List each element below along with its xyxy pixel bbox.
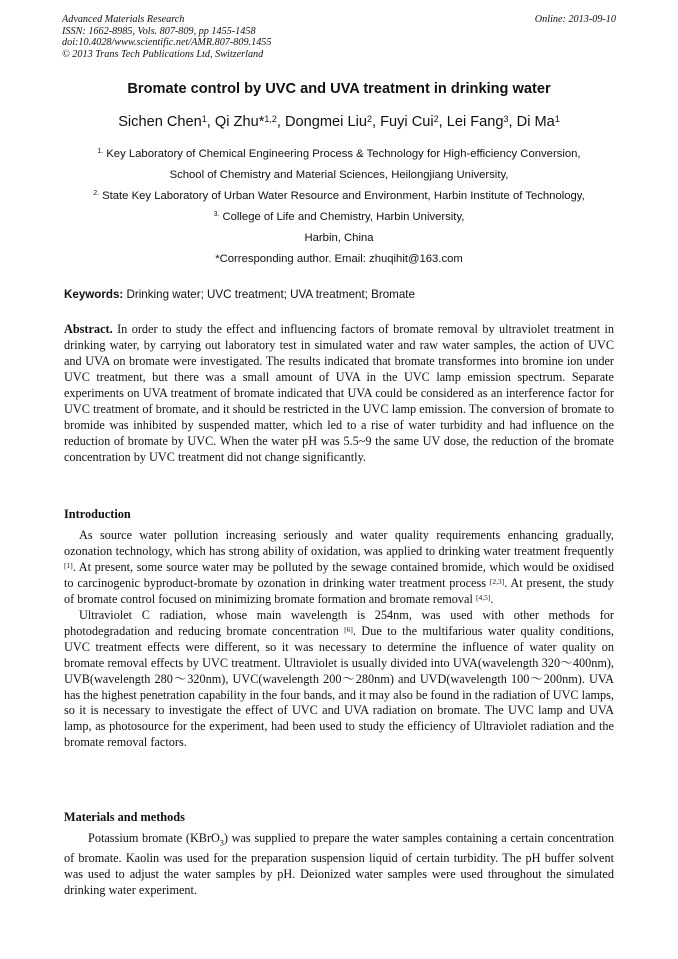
author: Qi Zhu*$^{1,2}$, xyxy=(214,114,286,130)
author: Sichen Chen$^1$, xyxy=(118,114,215,130)
journal-name: Advanced Materials Research xyxy=(62,14,185,25)
affiliation-1-line-2: School of Chemistry and Material Sciences, Heilongjiang University, xyxy=(169,169,509,181)
author: Lei Fang$^3$, xyxy=(446,114,517,130)
abstract xyxy=(64,322,614,466)
author-list xyxy=(40,113,638,131)
paper-title: Bromate control by UVC and UVA treatment in drinking water xyxy=(127,81,551,97)
abstract-text: In order to study the effect and influencing factors of bromate removal by ultraviolet treatment in drinking water, by carrying out laboratory test in simulated water and raw water samples, the action of UVC and UVA on bromate were investigated. The results indicated that bromate transformes into bromine ion under UVC treatment, but there was a small amount of UVA in the UVC lamp emission spectrum. Separate experiments on UVA treatment of bromate indicated that UVA could be considered as an interference factor for UVC treatment of bromate, and it should be restricted in the UVC lamp emission. The conversion of bromate to bromide was inhibited by suspended matter, which led to a rise of water turbidity and had influence on the reduction of bromate by UVC. When the water pH was 5.5~9 the same UV dose, the reduction of the bromate concentration by UVC treatment did not change significantly. xyxy=(64,322,614,464)
introduction-paragraph-2: Ultraviolet C radiation, whose main wavelength is 254nm, was used with other methods for photodegradation and reducing bromate concentration [6]. Due to the multifarious water quality conditions, UVC treatment effects were different, so it was necessary to determine the influence of water quality on bromate removal effects by UVC treatment. Ultraviolet is usually divided into UVA(wavelength 320～400nm), UVB(wavelength 280～320nm), UVC(wavelength 200～280nm) and UVD(wavelength 100～200nm). UVA has the highest penetration capability in the four bands, and it may also be found in the radiation of UVC lamps, so it is necessary to investigate the effect of UVC and UVA radiation on bromate. The UVC lamp and UVA lamp, as photosource for the experiment, had been used to study the efficiency of Ultraviolet radiation and the bromate removal factors. xyxy=(64,607,614,750)
introduction-heading: Introduction xyxy=(64,507,131,521)
author: Dongmei Liu$^2$, xyxy=(285,114,381,130)
affiliation-1-line-1: $^{1.}$ Key Laboratory of Chemical Engineering Process & Technology for High-efficiency Conversion, xyxy=(97,148,581,160)
doi-line: doi:10.4028/www.scientific.net/AMR.807-809.1455 xyxy=(62,37,272,49)
issn-line: ISSN: 1662-8985, Vols. 807-809, pp 1455-1458 xyxy=(62,25,256,37)
affiliation-city: Harbin, China xyxy=(304,232,374,244)
introduction-body xyxy=(64,528,614,751)
methods-paragraph-1: Potassium bromate (KBrO$_3$) was supplied to prepare the water samples containing a certain concentration of bromate. Kaolin was used for the preparation suspension liquid of certain turbidity. The pH buffer solvent was used to adjust the water samples by pH. Deionized water samples were used throughout the simulated drinking water experiment. xyxy=(64,831,614,898)
affiliation-2-line-1: $^{2.}$ State Key Laboratory of Urban Water Resource and Environment, Harbin Institute of Technology, xyxy=(93,190,585,202)
affiliation-3-line-1: $^{3.}$ College of Life and Chemistry, Harbin University, xyxy=(213,211,465,223)
copyright-line: © 2013 Trans Tech Publications Ltd, Switzerland xyxy=(62,48,264,60)
keywords: Keywords: Drinking water; UVC treatment; UVA treatment; Bromate xyxy=(64,288,415,301)
journal-header xyxy=(62,14,616,60)
methods-heading: Materials and methods xyxy=(64,810,185,824)
online-date: Online: 2013-09-10 xyxy=(534,14,616,25)
methods-body xyxy=(64,831,614,899)
abstract-label: Abstract. xyxy=(64,322,113,336)
author: Di Ma$^1$ xyxy=(516,114,560,130)
introduction-paragraph-1: As source water pollution increasing seriously and water quality requirements enhancing gradually, ozonation technology, which has strong ability of oxidation, was applied to drinking water treatment frequently [1]. At present, some source water may be polluted by the sewage contained bromide, which would be oxidised to carcinogenic byproduct-bromate by ozonation in drinking water treatment process [2,3]. At present, the study of bromate control focused on minimizing bromate formation and bromate removal [4,5]. xyxy=(64,528,615,606)
corresponding-author: *Corresponding author. Email: zhuqihit@163.com xyxy=(215,253,463,265)
author: Fuyi Cui$^2$, xyxy=(380,114,447,130)
